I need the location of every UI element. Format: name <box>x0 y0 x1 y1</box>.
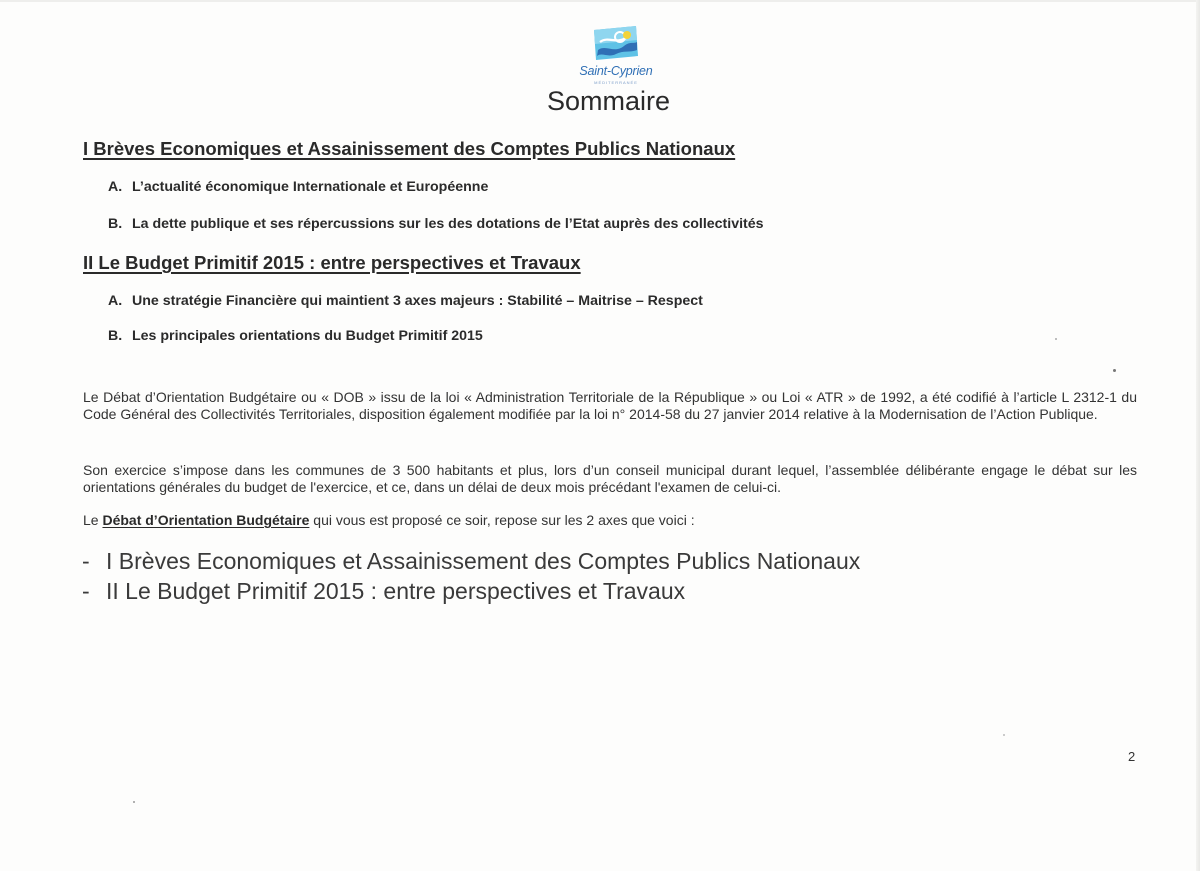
axis-text: II Le Budget Primitif 2015 : entre perspectives et Travaux <box>106 578 686 604</box>
scan-edge-top <box>0 0 1200 2</box>
item-letter: B. <box>108 216 123 232</box>
item-letter: A. <box>108 179 123 195</box>
intro-after: qui vous est proposé ce soir, repose sur les 2 axes que voici : <box>309 512 695 528</box>
list-dash: - <box>82 578 90 604</box>
section-heading-1: I Brèves Economiques et Assainissement des Comptes Publics Nationaux <box>83 138 736 159</box>
scan-speck <box>1055 338 1057 340</box>
section-heading-2: II Le Budget Primitif 2015 : entre perspectives et Travaux <box>83 252 581 273</box>
paragraph-dob-definition: Le Débat d’Orientation Budgétaire ou « DOB » issu de la loi « Administration Territoriale de la République » ou Loi « ATR » de 1992, a été codifié à l’article L 2312-1 du Code Général des Collectivités Territoriales, disposition également modifiée par la loi n° 2014-58 du 27 janvier 2014 relative à la Modernisation de l’Action Publique. <box>83 389 1137 422</box>
scan-edge-right <box>1196 0 1200 871</box>
axis-text: I Brèves Economiques et Assainissement des Comptes Publics Nationaux <box>106 548 861 574</box>
saint-cyprien-logo <box>566 26 666 90</box>
item-text: Les principales orientations du Budget Primitif 2015 <box>132 328 483 344</box>
section-2-item-b <box>108 328 483 344</box>
axis-item-2 <box>82 578 685 605</box>
axis-item-1 <box>82 548 860 575</box>
page-title: Sommaire <box>546 86 671 116</box>
item-text: L’actualité économique Internationale et Européenne <box>132 179 489 195</box>
axes-intro <box>83 512 695 528</box>
page-number: 2 <box>1128 749 1136 764</box>
paragraph-dob-obligation: Son exercice s’impose dans les communes de 3 500 habitants et plus, lors d’un conseil municipal durant lequel, l’assemblée délibérante engage le débat sur les orientations générales du budget de l'exercice, et ce, dans un délai de deux mois précédant l'examen de celui-ci. <box>83 462 1137 495</box>
logo-name: Saint-Cyprien <box>579 64 653 78</box>
section-2-item-a <box>108 293 703 309</box>
logo-emblem-icon <box>590 26 642 62</box>
intro-emphasis: Débat d’Orientation Budgétaire <box>102 512 310 528</box>
logo-subtitle: MÉDITERRANÉE <box>594 80 638 85</box>
intro-before: Le <box>83 512 103 528</box>
scan-speck <box>1003 734 1005 736</box>
section-1-item-a <box>108 179 488 195</box>
item-text: La dette publique et ses répercussions sur les des dotations de l’Etat auprès des collectivités <box>132 216 764 232</box>
item-letter: A. <box>108 293 123 309</box>
scan-speck <box>1113 369 1116 372</box>
scan-speck <box>133 801 135 803</box>
list-dash: - <box>82 548 90 574</box>
item-text: Une stratégie Financière qui maintient 3 axes majeurs : Stabilité – Maitrise – Respect <box>132 293 703 309</box>
section-1-item-b <box>108 216 764 232</box>
item-letter: B. <box>108 328 123 344</box>
